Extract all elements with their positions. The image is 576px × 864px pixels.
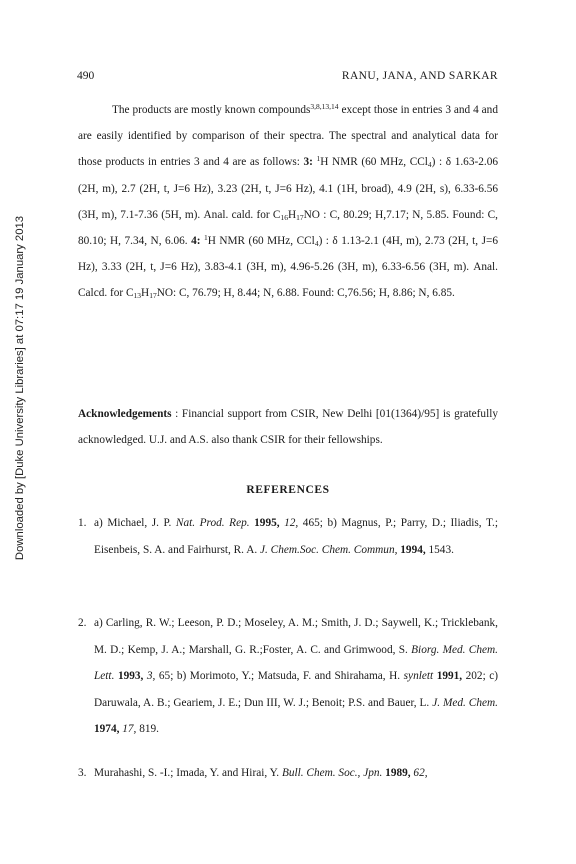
compound-3-nmr: H NMR (60 MHz, CCl — [320, 156, 428, 169]
page-number: 490 — [77, 70, 95, 82]
reference-text — [94, 610, 498, 743]
citation-superscript: 3,8,13,14 — [310, 102, 339, 111]
reference-volume: 12, — [284, 517, 299, 529]
reference-volume: 17, — [122, 723, 137, 735]
reference-year: 1994, — [400, 543, 426, 556]
reference-authors: 202; c) Daruwala, A. B.; Geariem, J. E.; Dun III, W. J.; Benoit; P.S. and Bauer, L. — [94, 670, 499, 709]
compound-3-nmr-data: ) : δ 1.63-2.06 (2H, m), 2.7 (2H, t, J=6 Hz), 3.23 (2H, t, J=6 Hz), 4.1 (1H, broad), 4.9 (2H, s), 6.33-6.56 (3H, m), 7.1-7.36 (5H, m). Anal. cald. for C — [78, 156, 499, 221]
running-head: RANU, JANA, AND SARKAR — [341, 70, 498, 82]
reference-authors: a) Carling, R. W.; Leeson, P. D.; Moseley, A. M.; Smith, J. D.; Saywell, K.; Tricklebank, M. D.; Kemp, J. A.; Marshall, G. R.;Foster, A. C. and Grimwood, S. — [94, 617, 498, 656]
compound-4-nmr: H NMR (60 MHz, CCl — [207, 235, 315, 248]
compound-4-analysis: NO: C, 76.79; H, 8.44; N, 6.88. Found: C,76.56; H, 8.86; N, 6.85. — [156, 287, 455, 300]
subscript: 13 — [133, 291, 142, 301]
paragraph-text: except those in entries 3 and 4 and are easily identified by comparison of their spectra. The spectral and analytical data for those products in entries 3 and 4 are as follows: — [78, 104, 498, 169]
acknowledgements-text: : Financial support from CSIR, New Delhi [01(1364)/95] is gratefully acknowledged. U.J. and A.S. also thank CSIR for their fellowships. — [78, 408, 498, 447]
formula-element: H — [287, 208, 297, 221]
reference-item — [78, 760, 498, 787]
reference-year: 1993, — [117, 670, 144, 682]
reference-number: 2. — [78, 617, 87, 629]
journal-name: Nat. Prod. Rep. — [175, 517, 250, 529]
compound-3-analysis: NO : C, 80.29; H,7.17; N, 5.85. Found: C, 80.10; H, 7.34, N, 6.06. — [78, 208, 498, 248]
reference-year: 1974, — [94, 723, 120, 735]
reference-authors: 65; b) Morimoto, Y.; Matsuda, F. and Shirahama, H. — [155, 670, 404, 682]
compound-4-nmr-data: ) : δ 1.13-2.1 (4H, m), 2.73 (2H, t, J=6 Hz), 3.33 (2H, t, J=6 Hz), 3.83-4.1 (3H, m), 4.96-5.26 (3H, m), 6.33-6.56 (3H, m). Anal. Calcd. for C — [78, 235, 498, 300]
nmr-superscript: 1 — [203, 233, 208, 243]
reference-year: 1995, — [254, 517, 280, 529]
reference-volume: 3, — [146, 670, 156, 682]
reference-year: 1991, — [436, 670, 463, 682]
journal-name: J. Med. Chem. — [432, 696, 498, 709]
journal-name: Biorg. Med. Chem. Lett. — [94, 643, 498, 682]
journal-name: Bull. Chem. Soc., Jpn. — [281, 767, 383, 779]
acknowledgements-label: Acknowledgements — [78, 408, 172, 420]
acknowledgements — [78, 401, 498, 453]
paragraph-text: The products are mostly known compounds — [112, 104, 311, 116]
reference-pages: 1543. — [425, 543, 454, 556]
compound-4-label: 4: — [191, 235, 201, 248]
subscript: 16 — [280, 212, 288, 222]
reference-item — [78, 510, 498, 563]
subscript: 4 — [427, 160, 432, 170]
subscript: 17 — [149, 291, 157, 301]
reference-authors: 465; b) Magnus, P.; Parry, D.; Iliadis, T.; Eisenbeis, S. A. and Fairhurst, R. A. — [94, 517, 498, 556]
subscript: 4 — [314, 239, 319, 249]
reference-text — [94, 760, 498, 787]
references-heading: REFERENCES — [246, 484, 330, 496]
reference-authors: a) Michael, J. P. — [94, 517, 176, 529]
reference-text — [94, 510, 498, 563]
spectral-data-paragraph — [78, 97, 498, 307]
reference-item — [78, 610, 498, 743]
subscript: 17 — [296, 212, 304, 222]
reference-authors: Murahashi, S. -I.; Imada, Y. and Hirai, Y. — [94, 767, 282, 779]
reference-pages: 819. — [136, 723, 159, 735]
reference-number: 3. — [78, 767, 87, 779]
reference-number: 1. — [78, 517, 87, 529]
nmr-superscript: 1 — [316, 154, 321, 164]
compound-3-label: 3: — [303, 156, 313, 169]
formula-element: H — [141, 287, 150, 300]
download-watermark — [12, 168, 28, 608]
journal-name: synlett — [403, 670, 434, 682]
download-watermark-text: Downloaded by [Duke University Libraries] at 07:17 19 January 2013 — [14, 215, 26, 561]
reference-volume: 62, — [413, 767, 428, 779]
journal-name: J. Chem.Soc. Chem. Commun, — [260, 543, 398, 556]
reference-year: 1989, — [385, 767, 411, 779]
